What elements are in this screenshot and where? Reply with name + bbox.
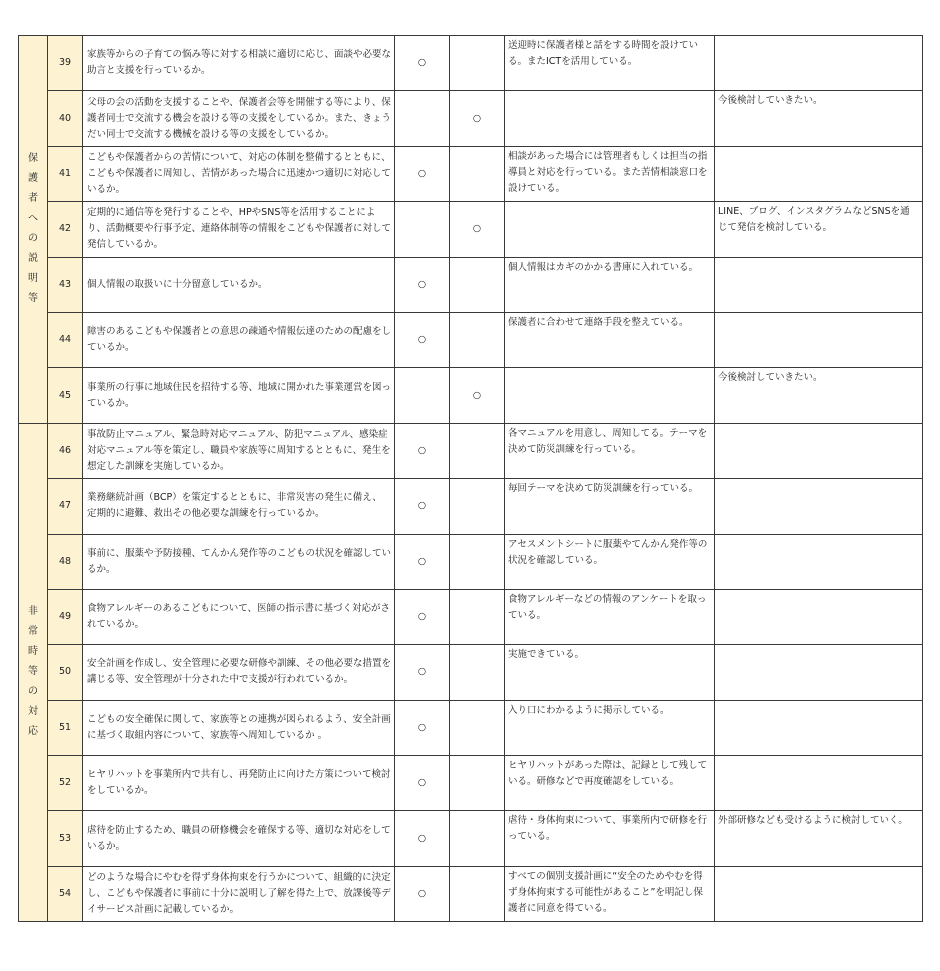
table-row <box>19 866 923 921</box>
yes-mark: ○ <box>395 756 450 811</box>
no-mark: ○ <box>450 368 505 423</box>
section-label-text: 非常時等の対応 <box>28 606 38 738</box>
question-text: どのような場合にやむを得ず身体拘束を行うかについて、組織的に決定し、こどもや保護者に事前に十分に説明し了解を得た上で、放課後等デイサービス計画に記載しているか。 <box>83 866 395 921</box>
yes-mark: ○ <box>395 423 450 478</box>
row-number: 51 <box>48 700 83 755</box>
improvement-note <box>715 589 923 644</box>
row-number: 52 <box>48 756 83 811</box>
table-row <box>19 368 923 423</box>
row-number: 39 <box>48 36 83 91</box>
yes-mark: ○ <box>395 36 450 91</box>
yes-mark: ○ <box>395 811 450 866</box>
section-label-text: 保護者への説明等 <box>28 153 38 305</box>
question-text: 虐待を防止するため、職員の研修機会を確保する等、適切な対応をしているか。 <box>83 811 395 866</box>
table-row <box>19 423 923 478</box>
yes-mark: ○ <box>395 866 450 921</box>
remark-note: ヒヤリハットがあった際は、記録として残している。研修などで再度確認をしている。 <box>505 756 715 811</box>
improvement-note <box>715 479 923 534</box>
yes-mark: ○ <box>395 700 450 755</box>
table-row <box>19 479 923 534</box>
question-text: こどもの安全確保に関して、家族等との連携が図られるよう、安全計画に基づく取組内容について、家族等へ周知しているか 。 <box>83 700 395 755</box>
improvement-note <box>715 257 923 312</box>
remark-note: 保護者に合わせて連絡手段を整えている。 <box>505 312 715 367</box>
row-number: 47 <box>48 479 83 534</box>
remark-note: 食物アレルギーなどの情報のアンケートを取っている。 <box>505 589 715 644</box>
section-label <box>19 423 48 922</box>
remark-note: 送迎時に保護者様と話をする時間を設けている。またICTを活用している。 <box>505 36 715 91</box>
question-text: こどもや保護者からの苦情について、対応の体制を整備するとともに、こどもや保護者に周知し、苦情があった場合に迅速かつ適切に対応しているか。 <box>83 146 395 201</box>
improvement-note <box>715 312 923 367</box>
improvement-note <box>715 756 923 811</box>
remark-note: 個人情報はカギのかかる書庫に入れている。 <box>505 257 715 312</box>
no-mark: ○ <box>450 202 505 257</box>
yes-mark: ○ <box>395 146 450 201</box>
yes-mark <box>395 91 450 146</box>
yes-mark: ○ <box>395 257 450 312</box>
table-row <box>19 811 923 866</box>
improvement-note <box>715 866 923 921</box>
table-row <box>19 700 923 755</box>
remark-note: すべての個別支援計画に“安全のためやむを得ず身体拘束する可能性があること”を明記し保護者に同意を得ている。 <box>505 866 715 921</box>
improvement-note <box>715 423 923 478</box>
yes-mark: ○ <box>395 312 450 367</box>
table-row <box>19 534 923 589</box>
improvement-note: 今後検討していきたい。 <box>715 368 923 423</box>
remark-note <box>505 202 715 257</box>
improvement-note <box>715 534 923 589</box>
no-mark <box>450 756 505 811</box>
no-mark <box>450 589 505 644</box>
no-mark <box>450 479 505 534</box>
no-mark <box>450 811 505 866</box>
no-mark <box>450 423 505 478</box>
row-number: 46 <box>48 423 83 478</box>
table-row <box>19 756 923 811</box>
row-number: 45 <box>48 368 83 423</box>
yes-mark: ○ <box>395 645 450 700</box>
no-mark: ○ <box>450 91 505 146</box>
table-row <box>19 36 923 91</box>
no-mark <box>450 146 505 201</box>
question-text: 個人情報の取扱いに十分留意しているか。 <box>83 257 395 312</box>
no-mark <box>450 257 505 312</box>
question-text: 事前に、服薬や予防接種、てんかん発作等のこどもの状況を確認しているか。 <box>83 534 395 589</box>
yes-mark <box>395 202 450 257</box>
question-text: ヒヤリハットを事業所内で共有し、再発防止に向けた方策について検討をしているか。 <box>83 756 395 811</box>
yes-mark <box>395 368 450 423</box>
remark-note <box>505 368 715 423</box>
evaluation-table <box>18 35 923 922</box>
row-number: 53 <box>48 811 83 866</box>
table-row <box>19 589 923 644</box>
improvement-note <box>715 645 923 700</box>
no-mark <box>450 534 505 589</box>
no-mark <box>450 312 505 367</box>
row-number: 40 <box>48 91 83 146</box>
improvement-note: 外部研修なども受けるように検討していく。 <box>715 811 923 866</box>
row-number: 44 <box>48 312 83 367</box>
question-text: 事業所の行事に地域住民を招待する等、地域に開かれた事業運営を図っているか。 <box>83 368 395 423</box>
question-text: 定期的に通信等を発行することや、HPやSNS等を活用することにより、活動概要や行事予定、連絡体制等の情報をこどもや保護者に対して発信しているか。 <box>83 202 395 257</box>
question-text: 食物アレルギーのあるこどもについて、医師の指示書に基づく対応がされているか。 <box>83 589 395 644</box>
table-row <box>19 257 923 312</box>
table-row <box>19 146 923 201</box>
question-text: 事故防止マニュアル、緊急時対応マニュアル、防犯マニュアル、感染症対応マニュアル等を策定し、職員や家族等に周知するとともに、発生を想定した訓練を実施しているか。 <box>83 423 395 478</box>
remark-note: 入り口にわかるように掲示している。 <box>505 700 715 755</box>
remark-note <box>505 91 715 146</box>
no-mark <box>450 36 505 91</box>
row-number: 50 <box>48 645 83 700</box>
improvement-note <box>715 700 923 755</box>
row-number: 43 <box>48 257 83 312</box>
row-number: 42 <box>48 202 83 257</box>
row-number: 54 <box>48 866 83 921</box>
section-label <box>19 36 48 424</box>
row-number: 41 <box>48 146 83 201</box>
no-mark <box>450 645 505 700</box>
improvement-note: 今後検討していきたい。 <box>715 91 923 146</box>
question-text: 障害のあるこどもや保護者との意思の疎通や情報伝達のための配慮をしているか。 <box>83 312 395 367</box>
improvement-note: LINE、ブログ、インスタグラムなどSNSを通じて発信を検討している。 <box>715 202 923 257</box>
improvement-note <box>715 36 923 91</box>
row-number: 48 <box>48 534 83 589</box>
question-text: 父母の会の活動を支援することや、保護者会等を開催する等により、保護者同士で交流する機会を設ける等の支援をしているか。また、きょうだい同士で交流する機械を設ける等の支援をしているか。 <box>83 91 395 146</box>
improvement-note <box>715 146 923 201</box>
remark-note: アセスメントシートに服薬やてんかん発作等の状況を確認している。 <box>505 534 715 589</box>
remark-note: 虐待・身体拘束について、事業所内で研修を行っている。 <box>505 811 715 866</box>
yes-mark: ○ <box>395 534 450 589</box>
remark-note: 各マニュアルを用意し、周知してる。テーマを決めて防災訓練を行っている。 <box>505 423 715 478</box>
no-mark <box>450 866 505 921</box>
remark-note: 相談があった場合には管理者もしくは担当の指導員と対応を行っている。また苦情相談窓口を設けている。 <box>505 146 715 201</box>
table-row <box>19 91 923 146</box>
remark-note: 実施できている。 <box>505 645 715 700</box>
table-row <box>19 312 923 367</box>
table-row <box>19 202 923 257</box>
question-text: 家族等からの子育ての悩み等に対する相談に適切に応じ、面談や必要な助言と支援を行っているか。 <box>83 36 395 91</box>
no-mark <box>450 700 505 755</box>
table-row <box>19 645 923 700</box>
row-number: 49 <box>48 589 83 644</box>
question-text: 業務継続計画（BCP）を策定するとともに、非常災害の発生に備え、定期的に避難、救出その他必要な訓練を行っているか。 <box>83 479 395 534</box>
yes-mark: ○ <box>395 589 450 644</box>
yes-mark: ○ <box>395 479 450 534</box>
remark-note: 毎回テーマを決めて防災訓練を行っている。 <box>505 479 715 534</box>
question-text: 安全計画を作成し、安全管理に必要な研修や訓練、その他必要な措置を講じる等、安全管理が十分された中で支援が行われているか。 <box>83 645 395 700</box>
